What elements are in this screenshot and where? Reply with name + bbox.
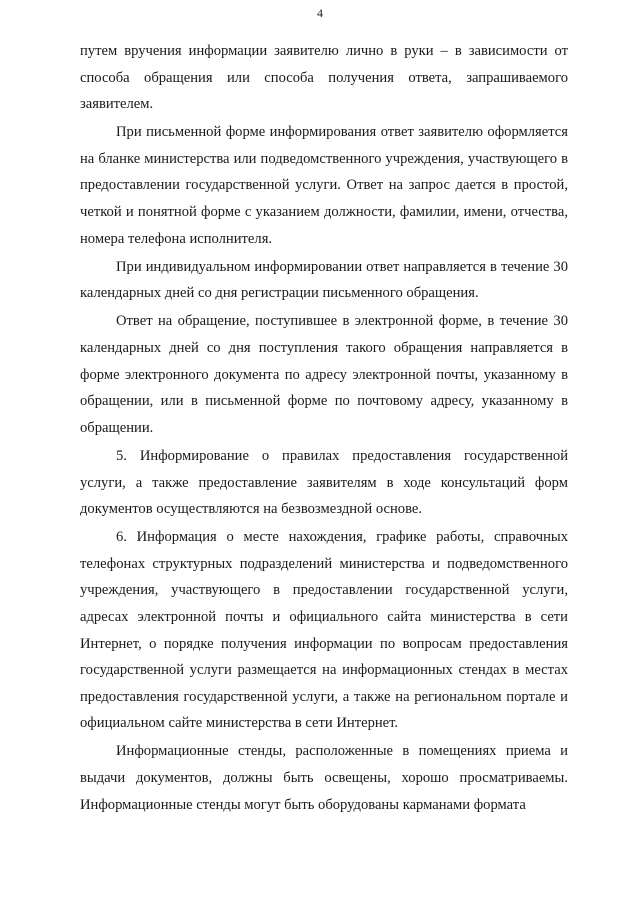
page-number: 4 (317, 6, 323, 20)
paragraph-item-5: 5. Информирование о правилах предоставления государственной услуги, а также предоставление заявителям в ходе консультаций форм документов осуществляются на безвозмездной основе. (80, 447, 568, 518)
paragraph-item-6: 6. Информация о месте нахождения, графике работы, справочных телефонах структурных подразделений министерства и подведомственного учреждения, участвующего в предоставлении государственной услуги, адресах электронной почты и официального сайта министерства в сети Интернет, о порядке получения информации по вопросам предоставления государственной услуги размещается на информационных стендах в местах предоставления государственной услуги, а также на региональном портале и официальном сайте министерства в сети Интернет. (80, 529, 568, 732)
paragraph-written-response: При письменной форме информирования ответ заявителю оформляется на бланке министерства или подведомственного учреждения, участвующего в предоставлении государственной услуги. Ответ на запрос дается в простой, четкой и понятной форме с указанием должности, фамилии, имени, отчества, номера телефона исполнителя. (80, 124, 568, 247)
paragraph-electronic-response: Ответ на обращение, поступившее в электронной форме, в течение 30 календарных дней со дня поступления такого обращения направляется в форме электронного документа по адресу электронной почты, указанному в обращении, или в письменной форме по почтовому адресу, указанному в обращении. (80, 313, 568, 436)
body-text (80, 38, 568, 820)
paragraph-info-stands: Информационные стенды, расположенные в помещениях приема и выдачи документов, должны быть освещены, хорошо просматриваемы. Информационные стенды могут быть оборудованы карманами формата (80, 743, 568, 813)
paragraph-continuation: путем вручения информации заявителю лично в руки – в зависимости от способа обращения или способа получения ответа, запрашиваемого заявителем. (80, 43, 568, 113)
paragraph-individual-informing: При индивидуальном информировании ответ направляется в течение 30 календарных дней со дня регистрации письменного обращения. (80, 258, 568, 302)
